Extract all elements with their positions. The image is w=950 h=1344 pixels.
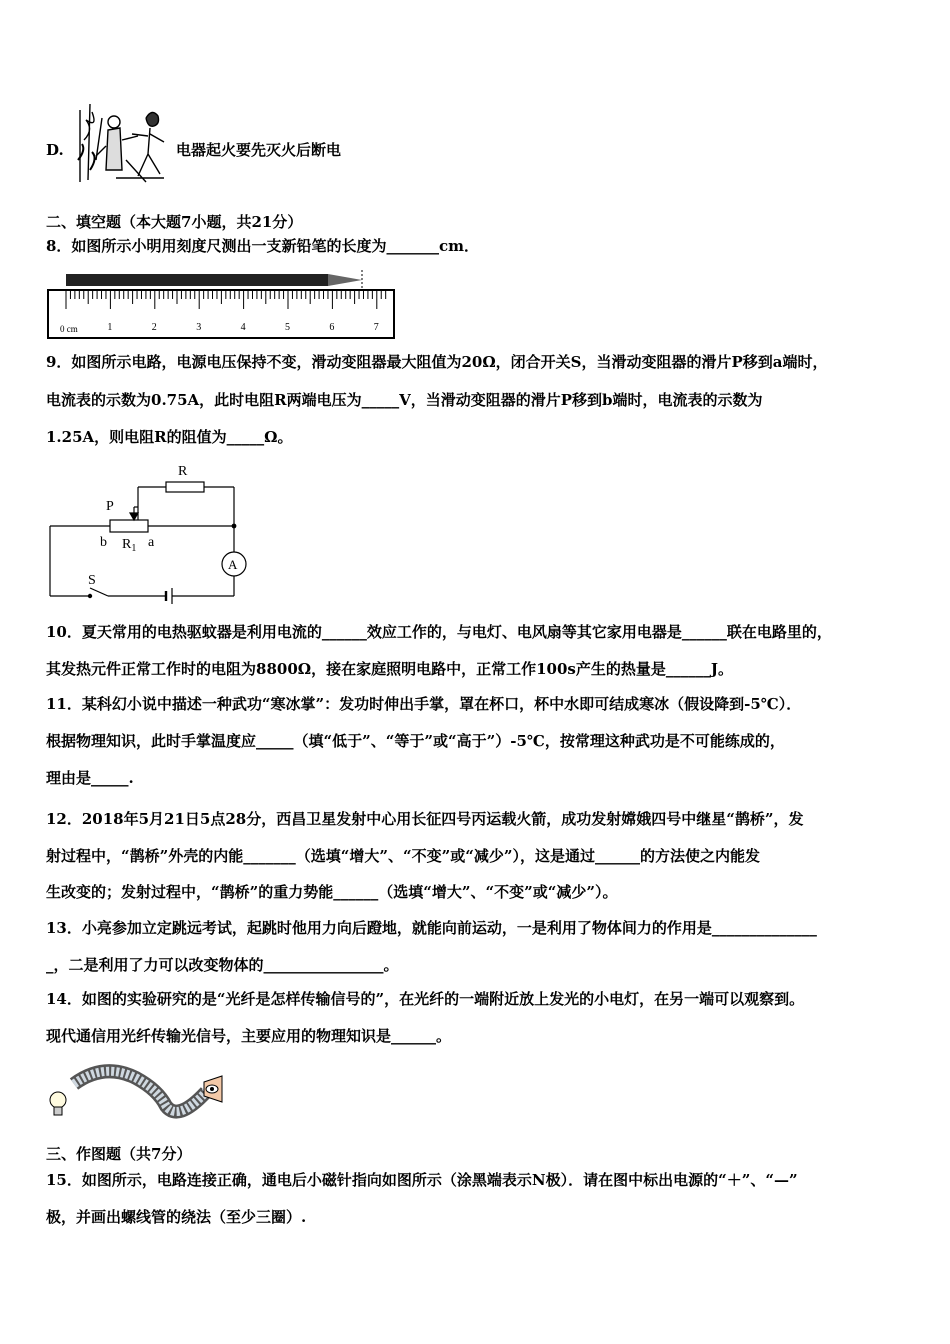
section2-heading: 二、填空题（本大题7小题，共21分） bbox=[46, 213, 303, 231]
section3-heading: 三、作图题（共7分） bbox=[46, 1145, 192, 1163]
bulb-icon bbox=[50, 1092, 66, 1115]
q15-line2: 极，并画出螺线管的绕法（至少三圈）. bbox=[46, 1208, 307, 1226]
ruler-tick-label: 2 bbox=[151, 322, 157, 333]
label-p: P bbox=[106, 499, 114, 514]
ruler-tick-label: 6 bbox=[329, 322, 335, 333]
circuit-diagram bbox=[46, 460, 256, 610]
resistor-r bbox=[166, 482, 204, 492]
slider-arrow bbox=[130, 513, 138, 520]
q9-line2: 电流表的示数为0.75A，此时电阻R两端电压为_____V，当滑动变阻器的滑片P移到b端时，电流表的示数为 bbox=[46, 391, 763, 409]
q15-line1: 15．如图所示，电路连接正确，通电后小磁针指向如图所示（涂黑端表示N极）．请在图中标出电源的“＋”、“—” bbox=[46, 1171, 798, 1189]
option-d-text: 电器起火要先灭火后断电 bbox=[176, 141, 342, 159]
option-d-letter: D. bbox=[46, 141, 64, 159]
q14-line2: 现代通信用光纤传输光信号，主要应用的物理知识是______。 bbox=[46, 1027, 452, 1045]
label-r1: $R_1$ bbox=[122, 537, 137, 554]
q14-line1: 14．如图的实验研究的是“光纤是怎样传输信号的”，在光纤的一端附近放上发光的小电灯，在另一端可以观察到。 bbox=[46, 990, 805, 1008]
q11-line1: 11．某科幻小说中描述一种武功“寒冰掌”：发功时伸出手掌，罩在杯口，杯中水即可结成寒冰（假设降到-5℃）． bbox=[46, 695, 802, 713]
ruler-tick-label: 5 bbox=[285, 322, 290, 333]
q13-line2: _，二是利用了力可以改变物体的________________。 bbox=[46, 956, 399, 974]
label-a: a bbox=[148, 535, 155, 550]
ruler-tick-label: 4 bbox=[240, 322, 246, 333]
q11-line2: 根据物理知识，此时手掌温度应_____（填“低于”、“等于”或“高于”）-5℃，按常理这种武功是不可能练成的， bbox=[46, 732, 785, 750]
pencil-body bbox=[66, 274, 328, 286]
label-ammeter: A bbox=[228, 557, 238, 572]
q9-line1: 9．如图所示电路，电源电压保持不变，滑动变阻器最大阻值为20Ω，闭合开关S，当滑动变阻器的滑片P移到a端时， bbox=[46, 353, 828, 371]
optical-fiber-figure bbox=[46, 1062, 226, 1124]
ruler-tick-label: 3 bbox=[196, 322, 202, 333]
q9-line3: 1.25A，则电阻R的阻值为_____Ω。 bbox=[46, 428, 293, 446]
ruler-tick-label: 7 bbox=[373, 322, 379, 333]
ruler-tick-label: 1 bbox=[107, 322, 113, 333]
rheostat-r1 bbox=[110, 520, 148, 532]
label-r: R bbox=[178, 464, 188, 479]
q10-line1: 10．夏天常用的电热驱蚊器是利用电流的______效应工作的，与电灯、电风扇等其它家用电器是______联在电路里的， bbox=[46, 623, 832, 641]
q12-line2: 射过程中，“鹊桥”外壳的内能_______（选填“增大”、“不变”或“减少”），这是通过______的方法使之内能发 bbox=[46, 847, 761, 865]
label-b: b bbox=[100, 535, 107, 550]
ruler-unit-label: 0 cm bbox=[60, 324, 78, 334]
label-s: S bbox=[88, 573, 96, 588]
switch-lever bbox=[90, 588, 108, 596]
q11-line3: 理由是_____. bbox=[46, 769, 134, 787]
q12-line1: 12．2018年5月21日5点28分，西昌卫星发射中心用长征四号丙运载火箭，成功发射嫦娥四号中继星“鹊桥”，发 bbox=[46, 810, 804, 828]
q12-line3: 生改变的；发射过程中，“鹊桥”的重力势能______（选填“增大”、“不变”或“减少”）。 bbox=[46, 883, 618, 901]
fire-illustration bbox=[76, 100, 168, 184]
ruler-figure bbox=[46, 270, 396, 342]
q13-line1: 13．小亮参加立定跳远考试，起跳时他用力向后蹬地，就能向前运动，一是利用了物体间力的作用是______________ bbox=[46, 919, 817, 937]
q8-text: 8．如图所示小明用刻度尺测出一支新铅笔的长度为_______cm． bbox=[46, 237, 479, 255]
pencil-tip bbox=[328, 274, 362, 286]
q10-line2: 其发热元件正常工作时的电阻为8800Ω，接在家庭照明电路中，正常工作100s产生的热量是______J。 bbox=[46, 660, 733, 678]
